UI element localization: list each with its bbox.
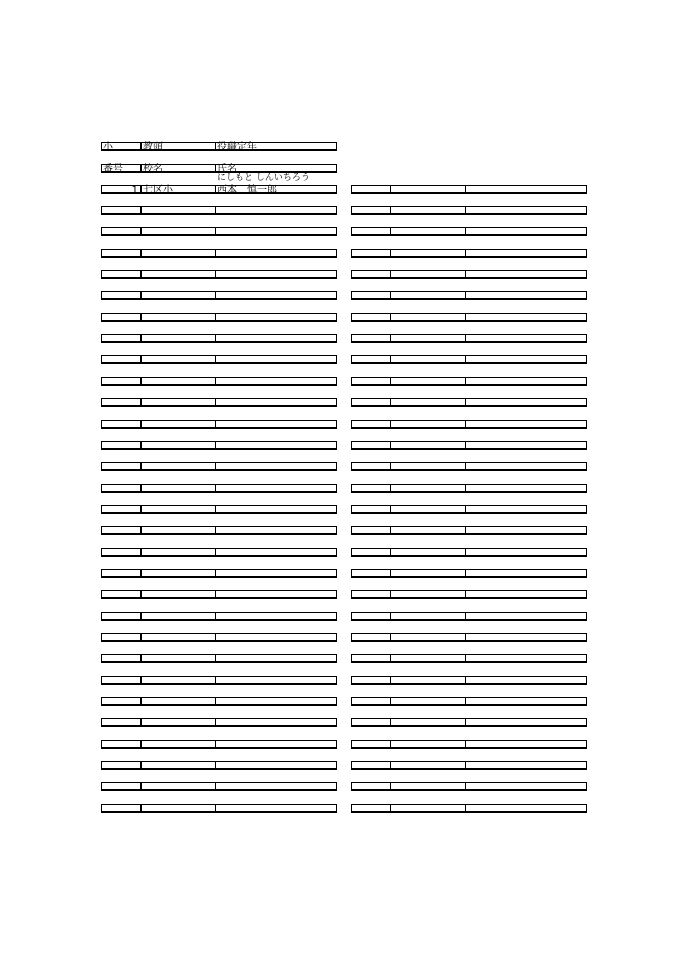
empty-cell — [390, 206, 466, 215]
empty-cell — [465, 654, 587, 663]
empty-cell — [390, 633, 466, 642]
empty-cell — [390, 398, 466, 407]
empty-cell — [141, 740, 216, 749]
empty-cell — [390, 334, 466, 343]
empty-cell — [390, 377, 466, 386]
empty-cell — [351, 740, 391, 749]
empty-cell — [390, 569, 466, 578]
empty-cell — [215, 654, 337, 663]
empty-cell — [465, 526, 587, 535]
empty-cell — [101, 334, 141, 343]
division-cell: 小 — [101, 142, 141, 151]
empty-cell — [141, 420, 216, 429]
empty-cell — [351, 462, 391, 471]
empty-cell — [215, 206, 337, 215]
empty-cell — [101, 526, 141, 535]
empty-cell — [101, 569, 141, 578]
empty-cell — [215, 505, 337, 514]
empty-cell — [101, 291, 141, 300]
empty-cell — [215, 377, 337, 386]
empty-cell — [390, 761, 466, 770]
empty-cell — [465, 249, 587, 258]
empty-cell — [465, 270, 587, 279]
empty-cell — [465, 505, 587, 514]
empty-cell — [215, 782, 337, 791]
entry-number: 1 — [101, 185, 141, 194]
empty-cell — [465, 313, 587, 322]
empty-cell — [215, 804, 337, 813]
empty-cell — [390, 505, 466, 514]
empty-cell — [465, 206, 587, 215]
empty-cell — [465, 761, 587, 770]
empty-cell — [215, 633, 337, 642]
empty-cell — [101, 590, 141, 599]
empty-cell — [215, 355, 337, 364]
empty-cell — [215, 569, 337, 578]
empty-cell — [465, 569, 587, 578]
empty-cell — [351, 761, 391, 770]
empty-cell — [141, 291, 216, 300]
name-furigana: にしもと しんいちろう — [217, 173, 310, 183]
empty-cell — [351, 377, 391, 386]
empty-cell — [101, 505, 141, 514]
empty-cell — [351, 654, 391, 663]
empty-cell — [390, 484, 466, 493]
col-school-header: 校名 — [141, 164, 216, 173]
empty-cell — [141, 612, 216, 621]
empty-cell — [141, 270, 216, 279]
empty-cell — [390, 697, 466, 706]
empty-cell — [141, 526, 216, 535]
empty-cell — [390, 249, 466, 258]
empty-cell — [351, 590, 391, 599]
empty-cell — [465, 227, 587, 236]
empty-cell — [101, 718, 141, 727]
empty-cell — [465, 420, 587, 429]
empty-cell — [390, 590, 466, 599]
empty-cell — [351, 633, 391, 642]
empty-cell — [215, 676, 337, 685]
empty-cell — [101, 804, 141, 813]
empty-cell — [351, 441, 391, 450]
entry-school: 七区小 — [141, 185, 216, 194]
empty-cell — [465, 334, 587, 343]
empty-cell — [215, 270, 337, 279]
empty-cell — [215, 291, 337, 300]
empty-cell — [141, 227, 216, 236]
empty-cell — [215, 420, 337, 429]
empty-cell — [390, 355, 466, 364]
empty-cell — [390, 654, 466, 663]
empty-cell — [101, 676, 141, 685]
empty-cell — [351, 355, 391, 364]
empty-cell — [215, 718, 337, 727]
empty-cell — [465, 441, 587, 450]
empty-cell — [141, 633, 216, 642]
empty-cell — [390, 740, 466, 749]
empty-cell — [215, 612, 337, 621]
empty-cell — [465, 398, 587, 407]
empty-cell — [465, 612, 587, 621]
empty-cell — [215, 398, 337, 407]
empty-cell — [215, 227, 337, 236]
empty-cell — [390, 548, 466, 557]
empty-cell — [465, 590, 587, 599]
empty-cell — [351, 505, 391, 514]
empty-cell — [101, 398, 141, 407]
empty-cell — [351, 676, 391, 685]
empty-cell — [465, 804, 587, 813]
empty-cell — [390, 291, 466, 300]
empty-cell — [101, 206, 141, 215]
empty-cell — [351, 420, 391, 429]
empty-cell — [390, 420, 466, 429]
empty-cell — [465, 377, 587, 386]
empty-cell — [141, 462, 216, 471]
category-cell: 役職定年 — [215, 142, 337, 151]
empty-cell — [215, 462, 337, 471]
empty-cell — [351, 270, 391, 279]
empty-cell — [390, 612, 466, 621]
empty-cell — [351, 484, 391, 493]
empty-cell — [215, 740, 337, 749]
entry-name: 西本 慎一郎 — [215, 185, 337, 194]
empty-cell — [141, 548, 216, 557]
empty-cell — [141, 334, 216, 343]
empty-cell — [390, 782, 466, 791]
empty-cell — [101, 355, 141, 364]
empty-cell — [351, 697, 391, 706]
empty-cell — [101, 761, 141, 770]
empty-cell — [215, 334, 337, 343]
empty-cell — [351, 334, 391, 343]
empty-cell — [215, 526, 337, 535]
empty-cell — [465, 185, 587, 194]
empty-cell — [215, 313, 337, 322]
empty-cell — [101, 313, 141, 322]
empty-cell — [351, 185, 391, 194]
empty-cell — [141, 654, 216, 663]
empty-cell — [215, 590, 337, 599]
empty-cell — [141, 590, 216, 599]
empty-cell — [390, 804, 466, 813]
empty-cell — [215, 548, 337, 557]
empty-cell — [141, 761, 216, 770]
empty-cell — [101, 227, 141, 236]
empty-cell — [351, 206, 391, 215]
empty-cell — [465, 462, 587, 471]
empty-cell — [465, 718, 587, 727]
empty-cell — [101, 420, 141, 429]
empty-cell — [390, 462, 466, 471]
empty-cell — [141, 782, 216, 791]
empty-cell — [351, 398, 391, 407]
empty-cell — [465, 740, 587, 749]
empty-cell — [141, 313, 216, 322]
empty-cell — [101, 441, 141, 450]
empty-cell — [141, 377, 216, 386]
empty-cell — [101, 654, 141, 663]
empty-cell — [465, 355, 587, 364]
empty-cell — [351, 718, 391, 727]
empty-cell — [141, 697, 216, 706]
empty-cell — [465, 676, 587, 685]
empty-cell — [141, 441, 216, 450]
empty-cell — [465, 633, 587, 642]
empty-cell — [215, 761, 337, 770]
col-number-header: 番号 — [101, 164, 141, 173]
empty-cell — [215, 697, 337, 706]
empty-cell — [101, 548, 141, 557]
empty-cell — [465, 548, 587, 557]
empty-cell — [351, 249, 391, 258]
empty-cell — [390, 185, 466, 194]
empty-cell — [141, 398, 216, 407]
empty-cell — [465, 697, 587, 706]
empty-cell — [101, 270, 141, 279]
empty-cell — [141, 505, 216, 514]
empty-cell — [390, 313, 466, 322]
empty-cell — [351, 526, 391, 535]
empty-cell — [141, 206, 216, 215]
empty-cell — [351, 804, 391, 813]
empty-cell — [101, 633, 141, 642]
empty-cell — [141, 718, 216, 727]
empty-cell — [101, 782, 141, 791]
col-name-header: 氏名 — [215, 164, 337, 173]
empty-cell — [351, 569, 391, 578]
empty-cell — [465, 484, 587, 493]
empty-cell — [141, 249, 216, 258]
empty-cell — [141, 484, 216, 493]
empty-cell — [351, 291, 391, 300]
empty-cell — [390, 676, 466, 685]
empty-cell — [351, 782, 391, 791]
empty-cell — [101, 462, 141, 471]
empty-cell — [351, 612, 391, 621]
empty-cell — [390, 526, 466, 535]
empty-cell — [351, 548, 391, 557]
empty-cell — [141, 569, 216, 578]
empty-cell — [215, 249, 337, 258]
empty-cell — [465, 782, 587, 791]
empty-cell — [101, 249, 141, 258]
empty-cell — [390, 718, 466, 727]
empty-cell — [351, 227, 391, 236]
empty-cell — [101, 484, 141, 493]
empty-cell — [215, 484, 337, 493]
empty-cell — [101, 377, 141, 386]
empty-cell — [101, 697, 141, 706]
position-cell: 教頭 — [141, 142, 216, 151]
empty-cell — [351, 313, 391, 322]
empty-cell — [141, 804, 216, 813]
empty-cell — [215, 441, 337, 450]
empty-cell — [465, 291, 587, 300]
empty-cell — [101, 740, 141, 749]
empty-cell — [390, 441, 466, 450]
empty-cell — [141, 355, 216, 364]
empty-cell — [101, 612, 141, 621]
empty-cell — [390, 270, 466, 279]
empty-cell — [390, 227, 466, 236]
empty-cell — [141, 676, 216, 685]
